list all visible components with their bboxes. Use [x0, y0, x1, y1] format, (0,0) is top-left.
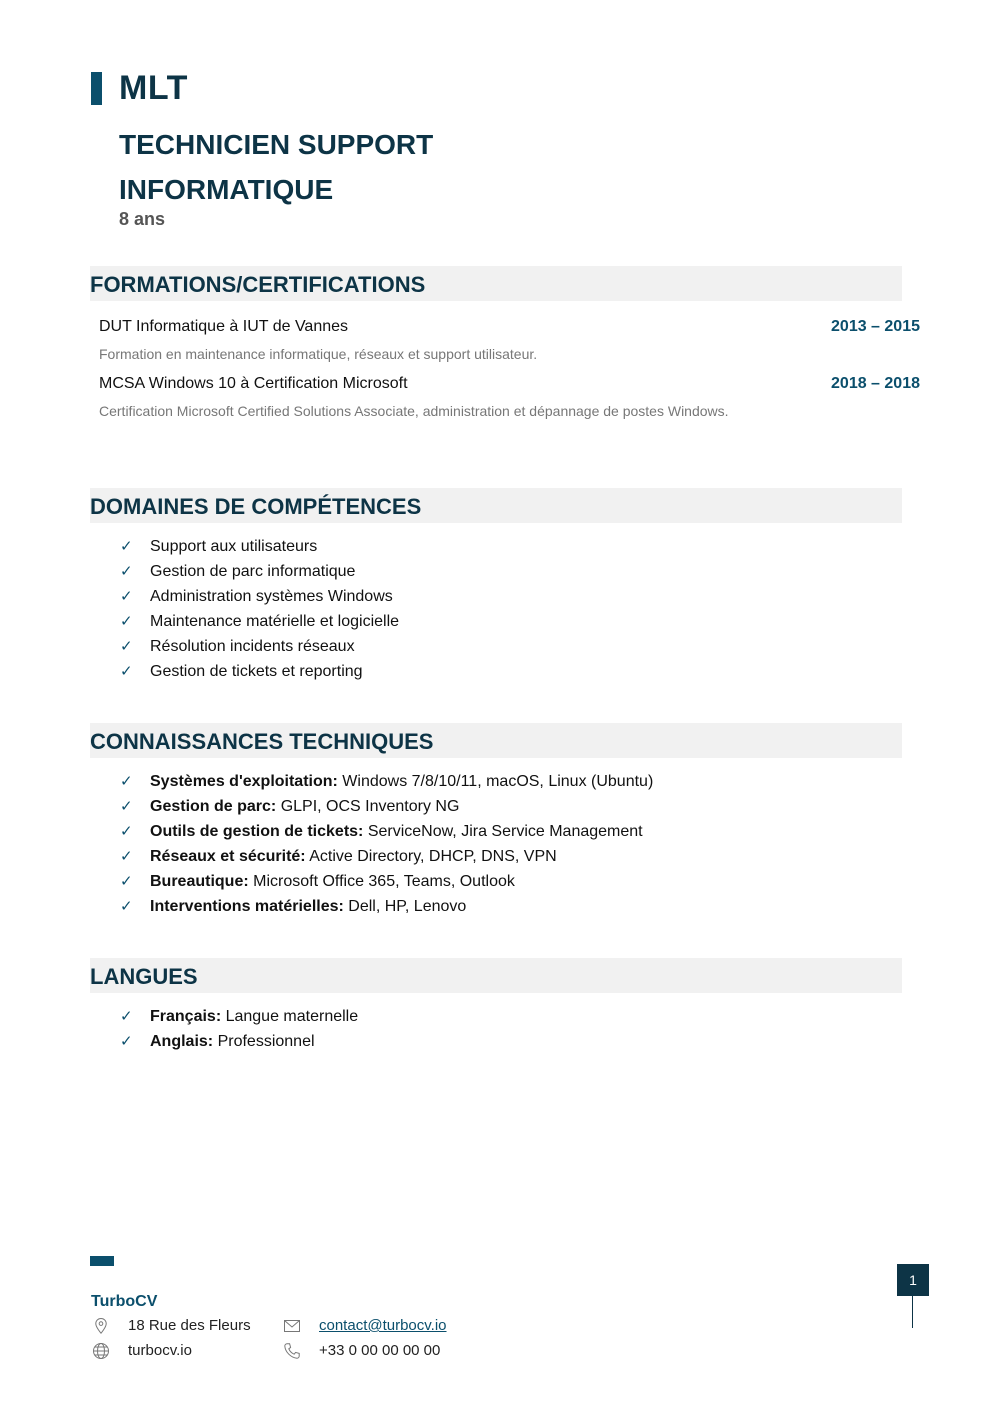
location-pin-icon	[92, 1317, 110, 1335]
check-icon: ✓	[120, 798, 133, 815]
footer-accent-bar	[90, 1256, 114, 1266]
list-item: ✓ Interventions matérielles: Dell, HP, Lenovo	[120, 894, 653, 919]
list-item: ✓ Support aux utilisateurs	[120, 534, 399, 559]
section-connaissances-heading: CONNAISSANCES TECHNIQUES	[90, 723, 902, 758]
footer-address: 18 Rue des Fleurs	[128, 1317, 251, 1334]
check-icon: ✓	[120, 898, 133, 915]
check-icon: ✓	[120, 638, 133, 655]
connaissances-list	[120, 769, 653, 919]
list-item: ✓ Outils de gestion de tickets: ServiceNow, Jira Service Management	[120, 819, 653, 844]
formation-title: DUT Informatique à IUT de Vannes	[99, 318, 349, 335]
job-title-line-1: TECHNICIEN SUPPORT	[119, 129, 434, 160]
competences-list	[120, 534, 399, 684]
list-item: ✓ Réseaux et sécurité: Active Directory, DHCP, DNS, VPN	[120, 844, 653, 869]
list-item: ✓ Anglais: Professionnel	[120, 1029, 358, 1054]
formation-description: Certification Microsoft Certified Solutions Associate, administration et dépannage de postes Windows.	[99, 403, 729, 419]
candidate-name: MLT	[119, 69, 188, 107]
globe-icon	[92, 1342, 110, 1360]
check-icon: ✓	[120, 1033, 133, 1050]
section-formations-heading: FORMATIONS/CERTIFICATIONS	[90, 266, 902, 301]
experience-years: 8 ans	[119, 209, 166, 229]
mail-icon	[283, 1317, 301, 1335]
phone-icon	[283, 1342, 301, 1360]
section-competences-heading: DOMAINES DE COMPÉTENCES	[90, 488, 902, 523]
formation-description: Formation en maintenance informatique, réseaux et support utilisateur.	[99, 346, 538, 362]
check-icon: ✓	[120, 563, 133, 580]
check-icon: ✓	[120, 1008, 133, 1025]
footer-brand: TurboCV	[91, 1293, 158, 1310]
check-icon: ✓	[120, 613, 133, 630]
check-icon: ✓	[120, 823, 133, 840]
footer-phone: +33 0 00 00 00 00	[319, 1342, 441, 1359]
list-item: ✓ Gestion de parc: GLPI, OCS Inventory NG	[120, 794, 653, 819]
name-accent-bar	[91, 72, 102, 105]
list-item: ✓ Gestion de tickets et reporting	[120, 659, 399, 684]
check-icon: ✓	[120, 588, 133, 605]
list-item: ✓ Résolution incidents réseaux	[120, 634, 399, 659]
list-item: ✓ Français: Langue maternelle	[120, 1004, 358, 1029]
check-icon: ✓	[120, 773, 133, 790]
list-item: ✓ Administration systèmes Windows	[120, 584, 399, 609]
formation-dates: 2018 – 2018	[831, 375, 920, 392]
section-langues-heading: LANGUES	[90, 958, 902, 993]
check-icon: ✓	[120, 538, 133, 555]
check-icon: ✓	[120, 848, 133, 865]
page-number: 1	[897, 1264, 929, 1296]
job-title	[119, 122, 433, 212]
langues-list	[120, 1004, 358, 1054]
list-item: ✓ Systèmes d'exploitation: Windows 7/8/10/11, macOS, Linux (Ubuntu)	[120, 769, 653, 794]
formation-dates: 2013 – 2015	[831, 318, 920, 335]
job-title-line-2: INFORMATIQUE	[119, 174, 334, 205]
footer-website[interactable]: turbocv.io	[128, 1342, 192, 1359]
footer-email-link[interactable]: contact@turbocv.io	[319, 1317, 447, 1334]
list-item: ✓ Bureautique: Microsoft Office 365, Teams, Outlook	[120, 869, 653, 894]
list-item: ✓ Maintenance matérielle et logicielle	[120, 609, 399, 634]
formation-title: MCSA Windows 10 à Certification Microsoft	[99, 375, 408, 392]
check-icon: ✓	[120, 663, 133, 680]
check-icon: ✓	[120, 873, 133, 890]
list-item: ✓ Gestion de parc informatique	[120, 559, 399, 584]
page-number-line	[912, 1296, 913, 1328]
